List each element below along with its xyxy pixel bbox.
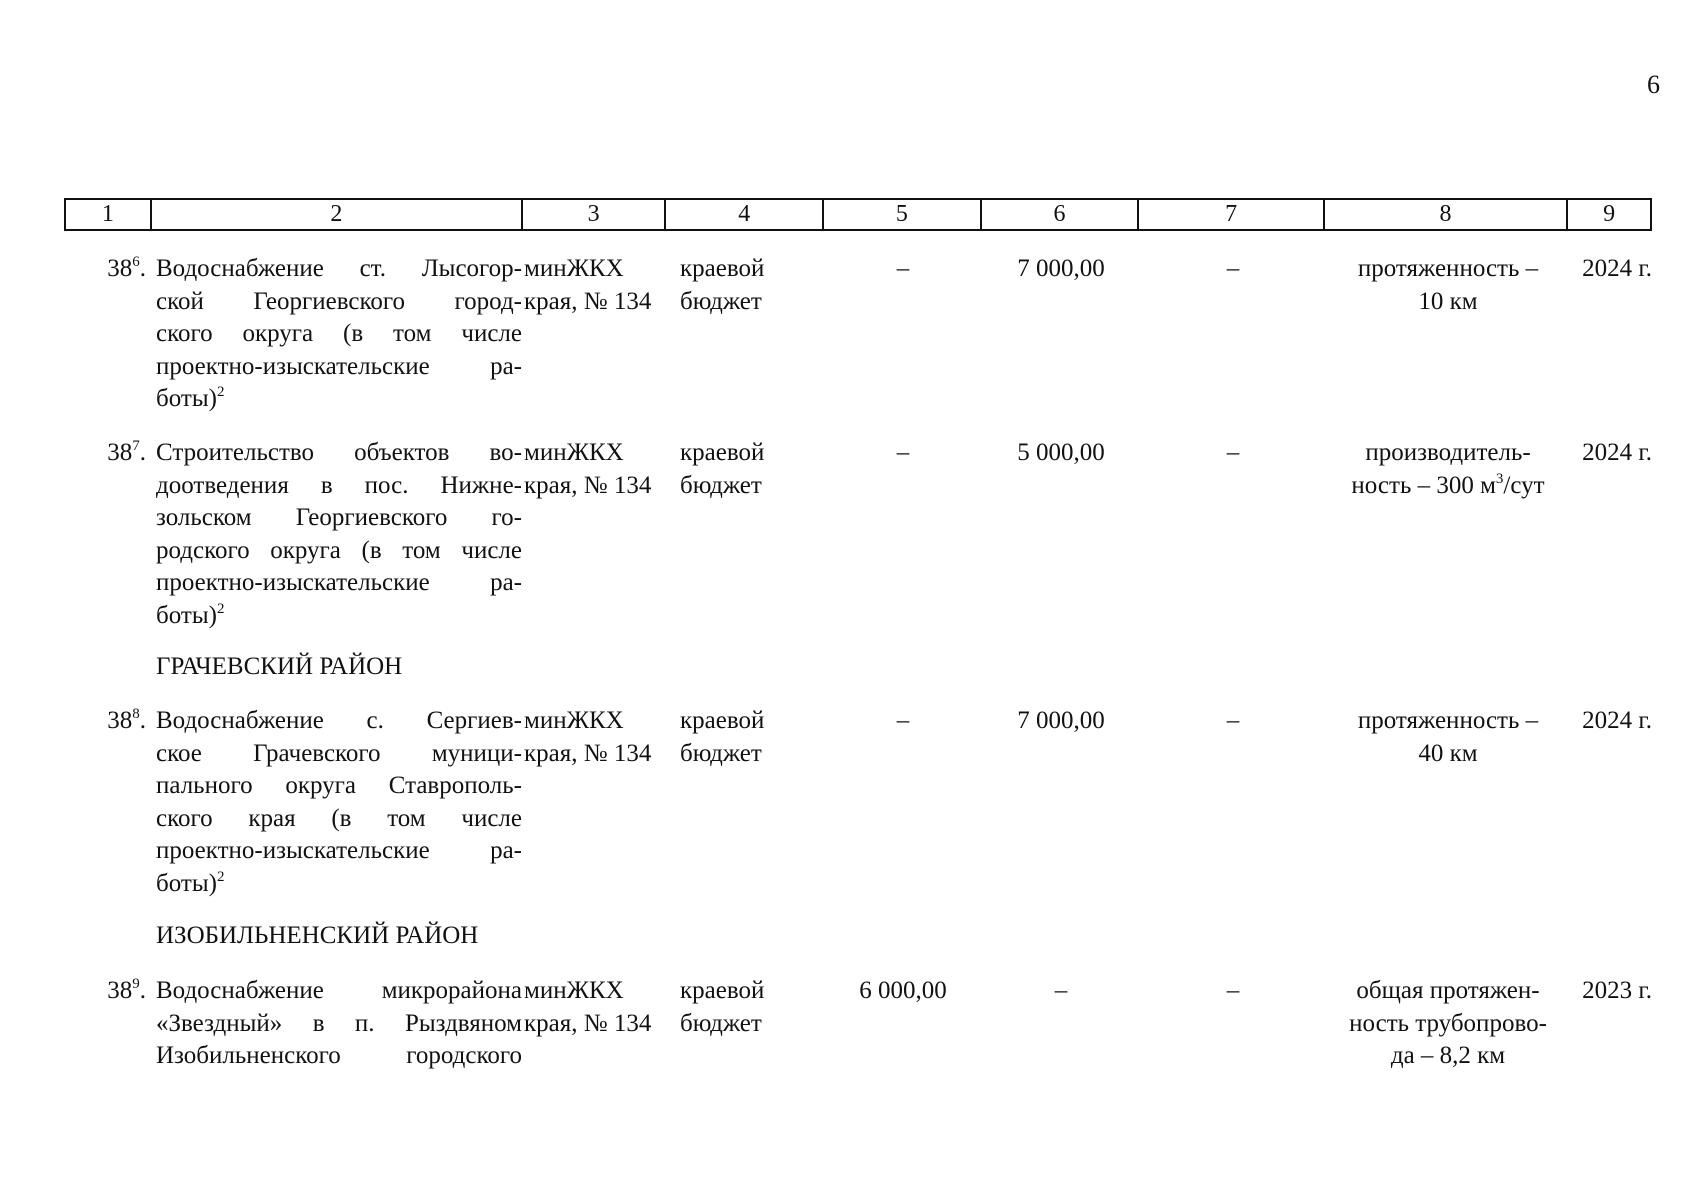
customer: минЖКХ края, № 134 <box>524 439 652 499</box>
column-7-value: – <box>1226 255 1240 282</box>
column-header-5: 5 <box>824 200 982 229</box>
section-heading-izobilnensky: ИЗОБИЛЬНЕНСКИЙ РАЙОН <box>156 922 479 949</box>
completion-year: 2024 г. <box>1582 255 1652 282</box>
section-heading-grachevsky: ГРАЧЕВСКИЙ РАЙОН <box>156 653 403 680</box>
completion-year: 2024 г. <box>1582 439 1652 466</box>
column-7-value: – <box>1226 977 1240 1004</box>
column-header-6: 6 <box>982 200 1140 229</box>
project-name: Водоснабжение с. Сергиев- ское Грачевского муници- пального округа Ставрополь- ского края (в том числе проектно-изыскательские ра- боты)$^2$ <box>156 707 522 897</box>
completion-year: 2023 г. <box>1582 977 1652 1004</box>
column-6-value: 7 000,00 <box>1017 255 1105 282</box>
project-name: Водоснабжение ст. Лысогор- ской Георгиевского город- ского округа (в том числе проектно-изыскательские ра- боты)$^2$ <box>156 255 522 413</box>
customer: минЖКХ края, № 134 <box>524 255 652 315</box>
column-header-2: 2 <box>152 200 523 229</box>
column-header-9: 9 <box>1603 201 1616 227</box>
column-5-value: – <box>896 255 910 282</box>
funding-source: краевой бюджет <box>680 707 765 767</box>
completion-year: 2024 г. <box>1582 707 1652 734</box>
column-header-4: 4 <box>666 200 824 229</box>
funding-source: краевой бюджет <box>680 255 765 315</box>
table-row <box>64 705 1652 901</box>
funding-source: краевой бюджет <box>680 439 765 499</box>
row-number: $38^9$. <box>107 976 146 1004</box>
column-5-value: – <box>896 439 910 466</box>
row-number: $38^7$. <box>107 438 146 466</box>
table-row <box>64 437 1652 633</box>
column-5-value: 6 000,00 <box>859 977 947 1004</box>
column-6-value: – <box>1054 977 1068 1004</box>
project-name: Водоснабжение микрорайона «Звездный» в п. Рыздвяном Изобильненского городского <box>156 977 522 1070</box>
column-7-value: – <box>1226 439 1240 466</box>
page-number: 6 <box>1647 70 1660 99</box>
capacity-indicator: производитель- ность – 300 $м^3$/сут <box>1351 439 1545 499</box>
table-row <box>64 975 1652 1073</box>
table-header-row <box>64 198 1652 231</box>
column-header-7: 7 <box>1139 200 1325 229</box>
column-6-value: 7 000,00 <box>1017 707 1105 734</box>
column-header-8: 8 <box>1325 200 1568 229</box>
column-header-3: 3 <box>523 200 667 229</box>
project-name: Строительство объектов во- доотведения в пос. Нижне- зольском Георгиевского го- родского округа (в том числе проектно-изыскательские ра- боты)$^2$ <box>156 439 522 629</box>
capacity-indicator: протяженность – 40 км <box>1357 707 1539 767</box>
column-7-value: – <box>1226 707 1240 734</box>
customer: минЖКХ края, № 134 <box>524 977 652 1037</box>
row-number: $38^6$. <box>107 254 146 282</box>
capacity-indicator: общая протяжен- ность трубопрово- да – 8,2 км <box>1349 977 1547 1070</box>
capacity-indicator: протяженность – 10 км <box>1357 255 1539 315</box>
column-6-value: 5 000,00 <box>1017 439 1105 466</box>
funding-source: краевой бюджет <box>680 977 765 1037</box>
row-number: $38^8$. <box>107 706 146 734</box>
column-5-value: – <box>896 707 910 734</box>
column-header-1: 1 <box>66 200 152 229</box>
table-row <box>64 253 1652 416</box>
customer: минЖКХ края, № 134 <box>524 707 652 767</box>
